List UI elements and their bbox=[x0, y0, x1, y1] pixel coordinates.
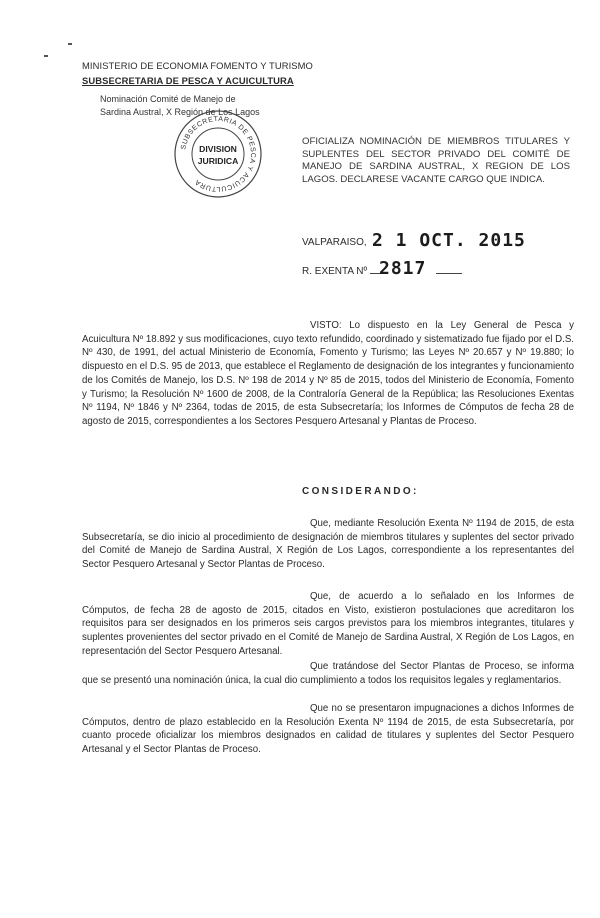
scan-mark bbox=[68, 43, 72, 45]
visto-paragraph: VISTO: Lo dispuesto en la Ley General de Pesca y Acuicultura Nº 18.892 y sus modificaciones, cuyo texto refundido, coordinado y sistematizado fue fijado por el D.S. Nº 430, de 1991, del actual Ministerio de Economía, Fomento y Turismo; las Leyes Nº 20.657 y Nº 19.880; lo dispuesto en el D.S. 95 de 2013, que establece el Reglamento de designación de los integrantes y funcionamiento de los Comités de Manejo, los D.S. Nº 198 de 2014 y Nº 85 de 2015, todos del Ministerio de Economía, Fomento y Turismo; la Resolución Nº 1600 de 2008, de la Contraloría General de la República; las Resoluciones Exentas Nº 1194, Nº 1846 y Nº 2364, todas de 2015, de esta Subsecretaría; los Informes de Cómputos de fecha 28 de agosto de 2015, correspondientes a los Sectores Pesquero Artesanal y Plantas de Proceso. bbox=[82, 320, 574, 427]
considerando-paragraph-1: Que, mediante Resolución Exenta Nº 1194 de 2015, de esta Subsecretaría, se dio inicio al procedimiento de designación de miembros titulares y suplentes del sector privado del Comité de Manejo de Sardina Austral, X Región de Los Lagos, correspondiente a los representantes del Sector Pesquero Artesanal y Sector Plantas de Proceso. bbox=[82, 518, 574, 571]
division-juridica-seal bbox=[172, 108, 264, 200]
resolution-summary: OFICIALIZA NOMINACIÓN DE MIEMBROS TITULARES Y SUPLENTES DEL SECTOR PRIVADO DEL COMITÉ DE MANEJO DE SARDINA AUSTRAL, X REGION DE LOS LAGOS. DECLARESE VACANTE CARGO QUE INDICA. bbox=[302, 136, 570, 185]
considerando-paragraph-3: Que tratándose del Sector Plantas de Proceso, se informa que se presentó una nominación única, la cual dio cumplimiento a todos los requisitos legales y reglamentarios. bbox=[82, 661, 574, 686]
place-label: VALPARAISO, bbox=[302, 237, 367, 248]
reference-line-2: Sardina Austral, X Región de Los Lagos bbox=[100, 107, 260, 117]
resolution-underline bbox=[436, 273, 462, 274]
date-stamp: 2 1 OCT. 2015 bbox=[372, 230, 526, 251]
reference-line-1: Nominación Comité de Manejo de bbox=[100, 94, 236, 104]
undersecretariat-name: SUBSECRETARIA DE PESCA Y ACUICULTURA bbox=[82, 75, 294, 86]
resolution-number: 2817 bbox=[379, 258, 427, 279]
considerando-heading: CONSIDERANDO: bbox=[302, 486, 419, 497]
seal-ring-text: SUBSECRETARIA DE PESCA Y ACUICULTURA bbox=[180, 115, 257, 193]
resolution-label: R. EXENTA Nº bbox=[302, 266, 368, 277]
seal-line-2: JURIDICA bbox=[197, 156, 239, 166]
seal-line-1: DIVISION bbox=[199, 144, 237, 154]
considerando-paragraph-4: Que no se presentaron impugnaciones a dichos Informes de Cómputos, dentro de plazo establecido en la Resolución Exenta Nº 1194 de 2015, de esta Subsecretaría, por cuanto procede oficializar los miembros designados en calidad de titulares y suplentes del Sector Pesquero Artesanal y el Sector Plantas de Proceso. bbox=[82, 703, 574, 756]
scan-mark bbox=[44, 55, 48, 57]
ministry-name: MINISTERIO DE ECONOMIA FOMENTO Y TURISMO bbox=[82, 60, 313, 71]
considerando-paragraph-2: Que, de acuerdo a lo señalado en los Informes de Cómputos, de fecha 28 de agosto de 2015, citados en Visto, existieron postulaciones que acreditaron los requisitos para ser designados en los primeros seis cargos previstos para los miembros integrantes, titulares y suplentes provenientes del sector privado en el Comité de Manejo de Sardina Austral, X Región de Los Lagos, en representación del Sector Pesquero Artesanal. bbox=[82, 591, 574, 657]
